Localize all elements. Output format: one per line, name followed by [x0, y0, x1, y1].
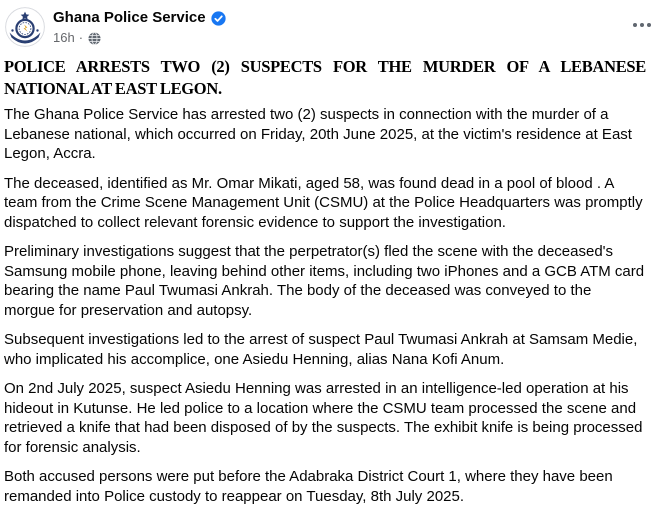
ellipsis-icon: [640, 23, 644, 27]
post-paragraph: The deceased, identified as Mr. Omar Mikati, aged 58, was found dead in a pool of blood . A team from the Crime Scene Management Unit (CSMU) at the Police Headquarters was promptly dispatched to collect relevant forensic evidence to support the investigation.: [4, 174, 643, 231]
globe-icon: [88, 32, 101, 45]
verified-badge-icon: [211, 11, 226, 26]
meta-separator: ·: [78, 30, 84, 45]
post-meta: [53, 30, 226, 46]
name-row: [53, 8, 226, 28]
page-avatar[interactable]: [5, 7, 45, 47]
page-name-link[interactable]: Ghana Police Service: [53, 9, 206, 26]
ellipsis-icon: [647, 23, 651, 27]
post-header: [0, 0, 652, 47]
post-paragraph: Both accused persons were put before the Adabraka District Court 1, where they have been remanded into Police custody to reappear on Tuesday, 8th July 2025.: [4, 468, 613, 505]
ellipsis-icon: [633, 23, 637, 27]
post-paragraph: On 2nd July 2025, suspect Asiedu Henning was arrested in an intelligence-led operation at his hideout in Kutunse. He led police to a location where the CSMU team processed the scene and retrieved a knife that had been disposed of by the suspects. The exhibit knife is being processed for forensic analysis.: [4, 380, 643, 456]
post-paragraph: Subsequent investigations led to the arrest of suspect Paul Twumasi Ankrah at Samsam Medie, who implicated his accomplice, one Asiedu Henning, alias Nana Kofi Anum.: [4, 331, 638, 368]
header-info: [53, 7, 226, 46]
post-content: [0, 56, 652, 506]
post-paragraph: Preliminary investigations suggest that the perpetrator(s) fled the scene with the deceased's Samsung mobile phone, leaving behind other items, including two iPhones and a GCB ATM card bearing the name Paul Twumasi Ankrah. The body of the deceased was conveyed to the morgue for preservation and autopsy.: [4, 243, 645, 319]
timestamp-link[interactable]: 16h: [53, 30, 75, 45]
post-headline: POLICE ARRESTS TWO (2) SUSPECTS FOR THE MURDER OF A LEBANESE NATIONAL AT EAST LEGON.: [4, 57, 646, 98]
post-paragraph: The Ghana Police Service has arrested two (2) suspects in connection with the murder of a Lebanese national, which occurred on Friday, 20th June 2025, at the victim's residence at East Legon, Accra.: [4, 106, 632, 162]
more-options-button[interactable]: [627, 17, 651, 33]
